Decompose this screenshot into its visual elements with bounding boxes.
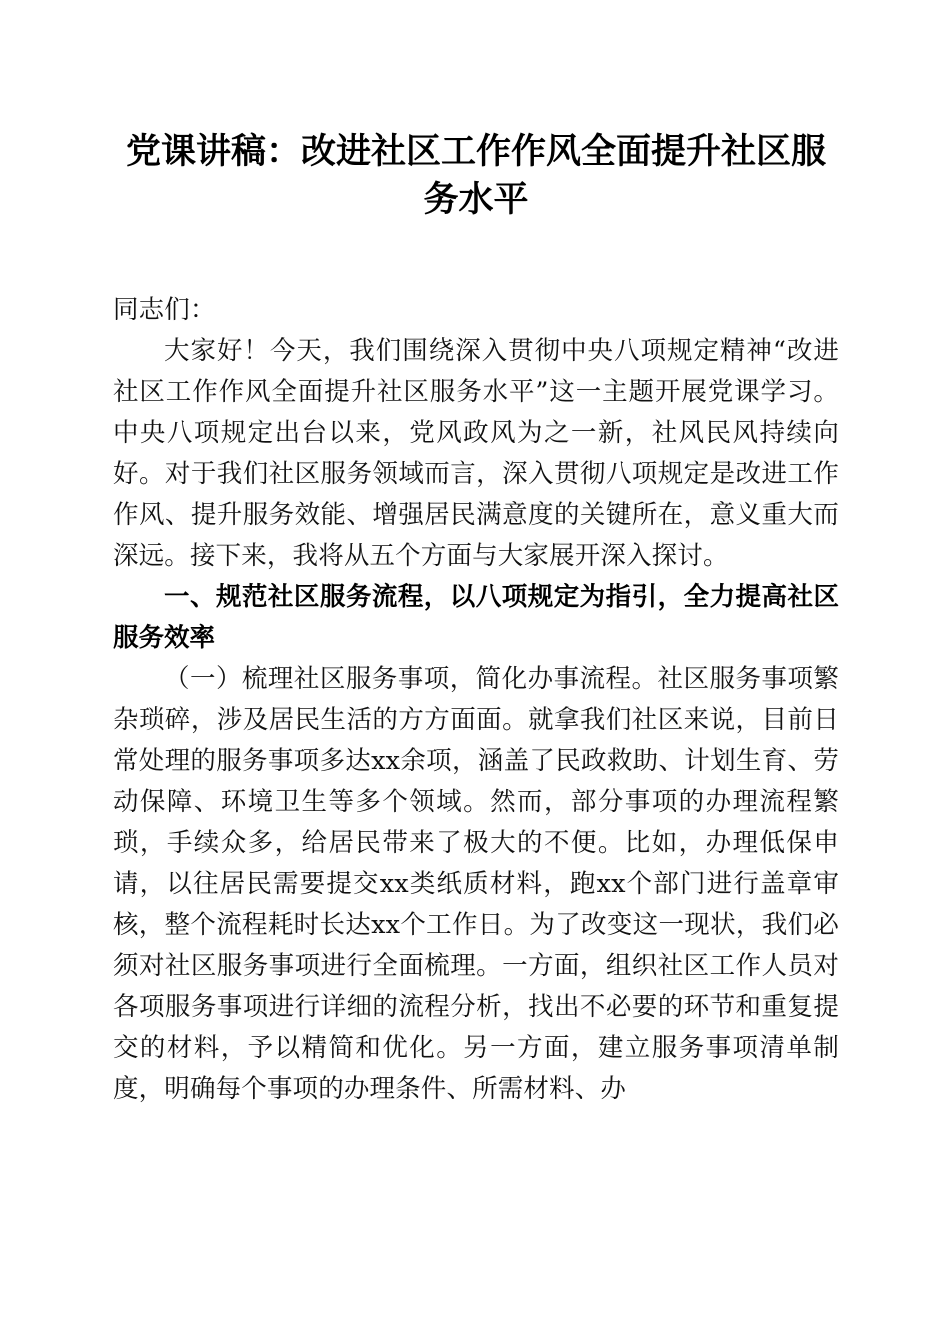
document-body xyxy=(113,0,839,1110)
salutation: 同志们： xyxy=(113,295,216,325)
paragraph-subsection-one-a: （一）梳理社区服务事项，简化办事流程。社区服务事项繁杂琐碎，涉及居民生活的方方面面。就拿我们社区来说，目前日常处理的服务事项多达xx余项，涵盖了民政救助、计划生育、劳动保障、环境卫生等多个领域。然而，部分事项的办理流程繁琐，手续众多，给居民带来了极大的不便。比如，办理低保申请，以往居民需要提交xx类纸质材料，跑xx个部门进行盖章审核，整个流程耗时长达xx个工作日。为了改变这一现状，我们必须对社区服务事项进行全面梳理。一方面，组织社区工作人员对各项服务事项进行详细的流程分析，找出不必要的环节和重复提交的材料，予以精简和优化。另一方面，建立服务事项清单制度，明确每个事项的办理条件、所需材料、办 xyxy=(113,664,839,1104)
section-heading-one: 一、规范社区服务流程，以八项规定为指引，全力提高社区服务效率 xyxy=(113,582,839,653)
document-title: 党课讲稿：改进社区工作作风全面提升社区服务水平 xyxy=(125,131,826,220)
title-spacer xyxy=(113,224,839,290)
paragraph-opening: 大家好！今天，我们围绕深入贯彻中央八项规定精神“改进社区工作作风全面提升社区服务水平”这一主题开展党课学习。中央八项规定出台以来，党风政风为之一新，社风民风持续向好。对于我们社区服务领域而言，深入贯彻八项规定是改进工作作风、提升服务效能、增强居民满意度的关键所在，意义重大而深远。接下来，我将从五个方面与大家展开深入探讨。 xyxy=(113,336,839,571)
